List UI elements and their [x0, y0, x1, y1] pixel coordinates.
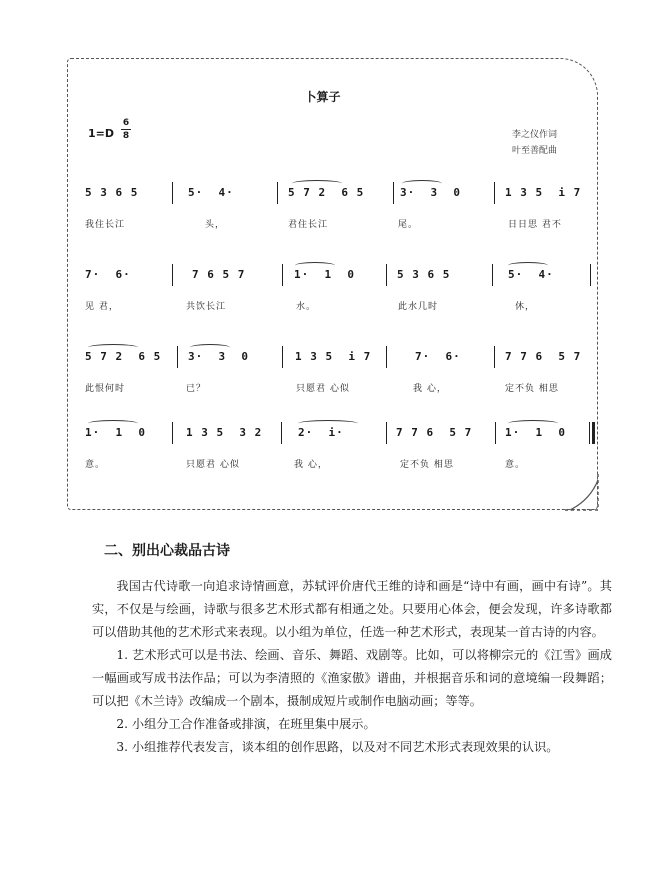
- bar-line: [494, 346, 495, 368]
- lyric: 君住长江: [288, 220, 329, 230]
- bar-line: [386, 346, 387, 368]
- bar-line: [386, 264, 387, 286]
- lyric: 定不负 相思: [505, 384, 559, 394]
- measure: 5 7 2 6 5: [288, 186, 365, 199]
- lyric: 休，: [515, 302, 536, 312]
- lyric: 已？: [186, 384, 207, 394]
- time-signature: [121, 118, 131, 141]
- measure: 1 3 5 i 7: [295, 350, 372, 363]
- section-title: 二、别出心裁品古诗: [104, 543, 230, 559]
- lyricist-credit: 李之仪作词: [512, 129, 558, 139]
- time-signature-top: 6: [122, 118, 130, 128]
- measure: 7 7 6 5 7: [505, 350, 582, 363]
- bar-line: [386, 422, 387, 444]
- bar-line: [495, 422, 496, 444]
- lyric: 此水几时: [398, 302, 439, 312]
- measure: 3· 3 0: [188, 350, 249, 363]
- measure: 5 3 6 5: [397, 268, 451, 281]
- measure: 5 7 2 6 5: [85, 350, 162, 363]
- lyric: 意。: [85, 460, 106, 470]
- measure: 7 6 5 7: [192, 268, 246, 281]
- bar-line: [282, 264, 283, 286]
- lyric: 意。: [505, 460, 526, 470]
- measure: 5 3 6 5: [85, 186, 139, 199]
- measure: 1· 1 0: [85, 426, 146, 439]
- page-curl-decoration: [560, 470, 610, 520]
- lyric: 我 心，: [413, 384, 447, 394]
- lyric: 我住长江: [85, 220, 126, 230]
- section-body: [92, 575, 612, 759]
- measure: 7· 6·: [415, 350, 461, 363]
- measure: 5· 4·: [508, 268, 554, 281]
- measure: 5· 4·: [188, 186, 234, 199]
- time-signature-bottom: 8: [122, 131, 130, 141]
- measure: 2· i·: [298, 426, 344, 439]
- key-signature: 1=D: [88, 127, 115, 140]
- measure: 1 3 5 3 2: [186, 426, 263, 439]
- end-bar-line: [589, 422, 590, 444]
- measure: 7· 6·: [85, 268, 131, 281]
- paragraph: 2. 小组分工合作准备或排演，在班里集中展示。: [116, 717, 376, 731]
- measure: 1 3 5 i 7: [505, 186, 582, 199]
- score-frame: [67, 58, 598, 510]
- lyric: 水。: [296, 302, 317, 312]
- bar-line: [177, 346, 178, 368]
- measure: 7 7 6 5 7: [396, 426, 473, 439]
- bar-line: [590, 264, 591, 286]
- bar-line: [492, 264, 493, 286]
- song-title: 卜算子: [304, 90, 341, 104]
- bar-line: [281, 422, 282, 444]
- paragraph: 我国古代诗歌一向追求诗情画意，苏轼评价唐代王维的诗和画是“诗中有画，画中有诗”。其实，不仅是与绘画，诗歌与很多艺术形式都有相通之处。只要用心体会，便会发现，许多诗歌都可以借助其他的艺术形式来表现。以小组为单位，任选一种艺术形式，表现某一首古诗的内容。: [92, 579, 612, 639]
- lyric: 定不负 相思: [400, 460, 454, 470]
- lyric: 只愿君 心似: [296, 384, 350, 394]
- lyric: 头，: [205, 220, 226, 230]
- end-bar-line-thick: [592, 422, 595, 444]
- lyric: 日日思 君不: [508, 220, 562, 230]
- bar-line: [393, 182, 394, 204]
- bar-line: [172, 264, 173, 286]
- measure: 3· 3 0: [400, 186, 461, 199]
- measure: 1· 1 0: [505, 426, 566, 439]
- composer-credit: 叶至善配曲: [512, 145, 558, 155]
- bar-line: [282, 346, 283, 368]
- paragraph: 1. 艺术形式可以是书法、绘画、音乐、舞蹈、戏剧等。比如，可以将柳宗元的《江雪》画成一幅画或写成书法作品；可以为李清照的《渔家傲》谱曲，并根据音乐和词的意境编一段舞蹈；可以把《木兰诗》改编成一个剧本，摄制成短片或制作电脑动画；等等。: [92, 648, 612, 708]
- paragraph: 3. 小组推荐代表发言，谈本组的创作思路，以及对不同艺术形式表现效果的认识。: [116, 740, 559, 754]
- lyric: 此恨何时: [85, 384, 126, 394]
- lyric: 我 心，: [294, 460, 328, 470]
- lyric: 共饮长江: [186, 302, 227, 312]
- bar-line: [277, 182, 278, 204]
- lyric: 尾。: [398, 220, 419, 230]
- bar-line: [494, 182, 495, 204]
- bar-line: [172, 422, 173, 444]
- measure: 1· 1 0: [294, 268, 355, 281]
- lyric: 见 君，: [85, 302, 119, 312]
- lyric: 只愿君 心似: [186, 460, 240, 470]
- bar-line: [172, 182, 173, 204]
